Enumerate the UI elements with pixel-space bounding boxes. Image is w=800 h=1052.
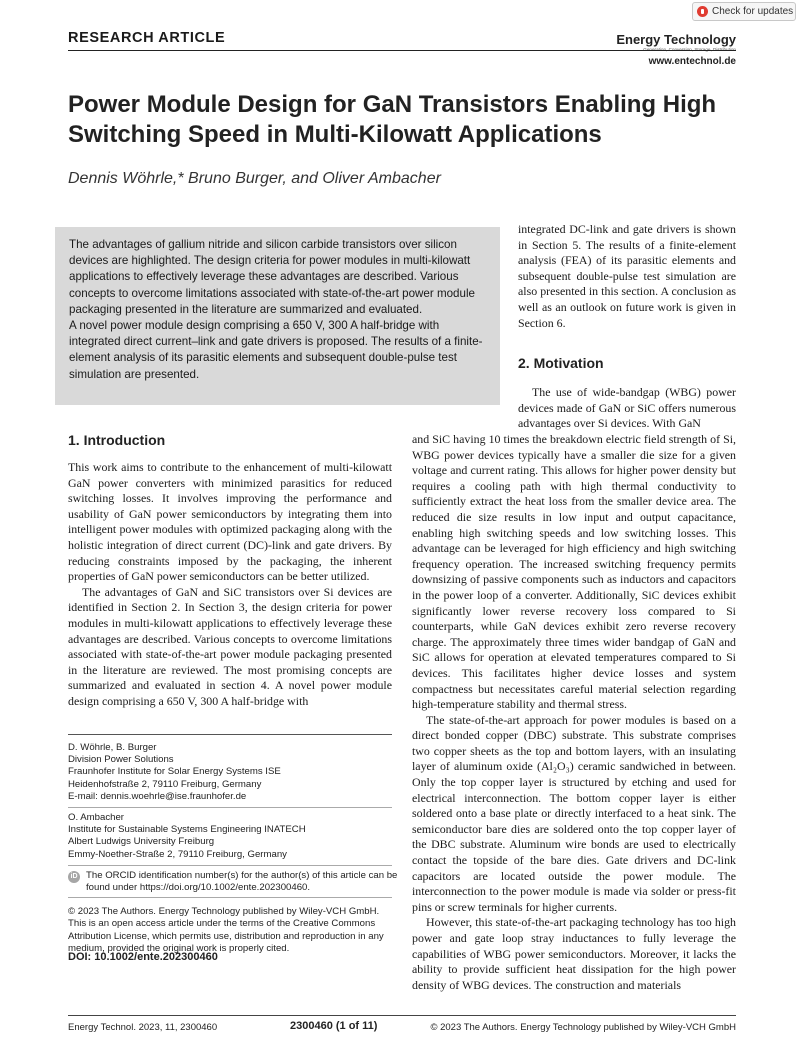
body-text-introduction (68, 460, 392, 710)
title-line-2: Switching Speed in Multi-Kilowatt Applications (68, 121, 602, 148)
affiliation-line: Heidenhofstraße 2, 79110 Freiburg, Germany (68, 778, 262, 790)
orcid-text[interactable]: The ORCID identification number(s) for the author(s) of this article can be found under https://doi.org/10.1002/ente.202300460. (86, 869, 398, 894)
affiliations (68, 742, 398, 955)
page-title (68, 90, 748, 150)
footer-copyright: © 2023 The Authors. Energy Technology published by Wiley-VCH GmbH (430, 1022, 736, 1033)
header-rule (68, 50, 736, 51)
check-for-updates-button[interactable] (692, 2, 796, 21)
author-email-link[interactable]: E-mail: dennis.woehrle@ise.fraunhofer.de (68, 790, 247, 802)
abstract-paragraph: The advantages of gallium nitride and silicon carbide transistors over silicon devices are highlighted. The design criteria for power modules in multi-kilowatt applications to effectively leverage these advantages are described. Various concepts to overcome limitations associated with state-of-the-art power module packaging presented in the literature are summarized and evaluated. (69, 238, 475, 316)
doi-link[interactable]: DOI: 10.1002/ente.202300460 (68, 951, 218, 963)
affiliation-rule (68, 734, 392, 735)
paragraph: However, this state-of-the-art packaging technology has too high power and gate loop stray inductances to fully leverage the capabilities of WBG power semiconductors. Moreover, it lacks the ability to provide sufficient heat dissipation for the high power density of WBG devices. The construction and materials (412, 915, 736, 992)
title-line-1: Power Module Design for GaN Transistors Enabling High (68, 91, 717, 118)
affiliation-divider (68, 865, 392, 866)
affiliation-block (68, 812, 398, 861)
paragraph: integrated DC-link and gate drivers is shown in Section 5. The results of a finite-element analysis (FEA) of its parasitic elements and subsequent double-pulse test simulation are also presented in this section. A conclusion as well as an outlook on future work is given in Section 6. (518, 222, 736, 330)
body-text-right-top (518, 222, 736, 331)
affiliation-line: Albert Ludwigs University Freiburg (68, 836, 215, 848)
update-badge-icon (697, 6, 708, 17)
affiliation-line: Division Power Solutions (68, 754, 174, 766)
body-text-motivation (412, 432, 736, 993)
author-list: Dennis Wöhrle,* Bruno Burger, and Oliver Ambacher (68, 170, 441, 187)
license-text: © 2023 The Authors. Energy Technology published by Wiley-VCH GmbH. This is an open access article under the terms of the Creative Commons Attribution License, which permits use, distribution and reproduction in any medium, provided the original work is properly cited. (68, 906, 384, 954)
affiliation-divider (68, 897, 392, 898)
abstract-box (55, 227, 500, 405)
footer-page-number: 2300460 (1 of 11) (290, 1020, 378, 1032)
affiliation-line: Fraunhofer Institute for Solar Energy Systems ISE (68, 766, 281, 778)
affiliation-block (68, 742, 398, 803)
orcid-icon: iD (68, 871, 80, 883)
journal-name: Energy Technology (616, 32, 736, 47)
section-heading-introduction: 1. Introduction (68, 432, 166, 448)
check-for-updates-label: Check for updates (712, 6, 794, 17)
affiliation-line: Emmy-Noether-Straße 2, 79110 Freiburg, Germany (68, 848, 287, 860)
paragraph: and SiC having 10 times the breakdown electric field strength of Si, WBG power devices typically have a smaller die size for a given voltage and current rating. This allows for higher power density but requires a cooling path with high thermal conductivity to sufficiently extract the heat loss from the smaller device area. The reduced die size results in low input and output capacitance, enabling high switching speeds and low switching losses. This advantage can be leveraged for high efficiency and high switching frequency operation. The increased switching frequency permits downsizing of passive components such as inductors and capacitors in the power loop of a converter. Additionally, SiC devices exhibit significantly lower reverse recovery loss compared to Si counterparts, while GaN devices exhibit zero reverse recovery charge. The approximately three times wider bandgap of GaN and SiC allows for operation at elevated temperatures compared to Si devices. This facilitates higher device losses and system compactness but necessitates careful material selection regarding high-temperature stability and thermal stress. (412, 432, 736, 712)
affiliation-divider (68, 807, 392, 808)
footer-rule (68, 1015, 736, 1016)
footer-citation: Energy Technol. 2023, 11, 2300460 (68, 1022, 218, 1033)
paragraph: The use of wide-bandgap (WBG) power devices made of GaN or SiC offers numerous advantages over Si devices. With GaN (518, 385, 736, 431)
section-heading-motivation: 2. Motivation (518, 355, 604, 371)
journal-url-link[interactable]: www.entechnol.de (648, 56, 736, 67)
orcid-note (68, 870, 398, 894)
abstract-paragraph: A novel power module design comprising a 650 V, 300 A half-bridge with integrated direct current–link and gate drivers is proposed. The results of a finite-element analysis of its parasitic elements and subsequent double-pulse test simulation are presented. (69, 319, 483, 381)
paragraph: The state-of-the-art approach for power modules is based on a direct bonded copper (DBC) substrate. This substrate comprises two copper sheets as the top and bottom layers, with an insulating layer of aluminum oxide (Al₂O₃) ceramic sandwiched in between. Only the top copper layer is structured by etching and used for electrical interconnection. The bottom copper layer is either soldered onto a base plate or directly interfaced to a heat sink. The semiconductor bare dies are soldered onto the top copper layer of the DBC substrate. Aluminum wire bonds are used to electrically contact the topside of the bare dies. Gate drivers and DC-link capacitors are located outside the power module. The interconnection to the power module is made via solder or press-fit pins or screw terminals for higher currents. (412, 712, 736, 914)
article-type: RESEARCH ARTICLE (68, 30, 226, 46)
paragraph: This work aims to contribute to the enhancement of multi-kilowatt GaN power converters with minimized parasitics for reduced switching losses. It involves improving the performance and usability of GaN power semiconductors by integrating them into intelligent power modules with optimized packaging along with the holistic integration of direct current (DC)-link and gate drivers. By reducing constraints imposed by the packaging, the inherent properties of GaN power semiconductors can be better utilized. (68, 460, 392, 584)
affiliation-line: O. Ambacher (68, 812, 124, 824)
affiliation-line: D. Wöhrle, B. Burger (68, 742, 157, 753)
affiliation-line: Institute for Sustainable Systems Engineering INATECH (68, 824, 306, 836)
paragraph: The advantages of GaN and SiC transistors over Si devices are identified in Section 2. In Section 3, the design criteria for power modules in multi-kilowatt applications to effectively leverage these advantages are described. Various concepts to overcome limitations associated with state-of-the-art power module packaging presented in the literature are reviewed. The most promising concepts are summarized and evaluated in section 4. A novel power module design comprising a 650 V, 300 A half-bridge with (68, 584, 392, 708)
body-text-motivation-start (518, 385, 736, 432)
